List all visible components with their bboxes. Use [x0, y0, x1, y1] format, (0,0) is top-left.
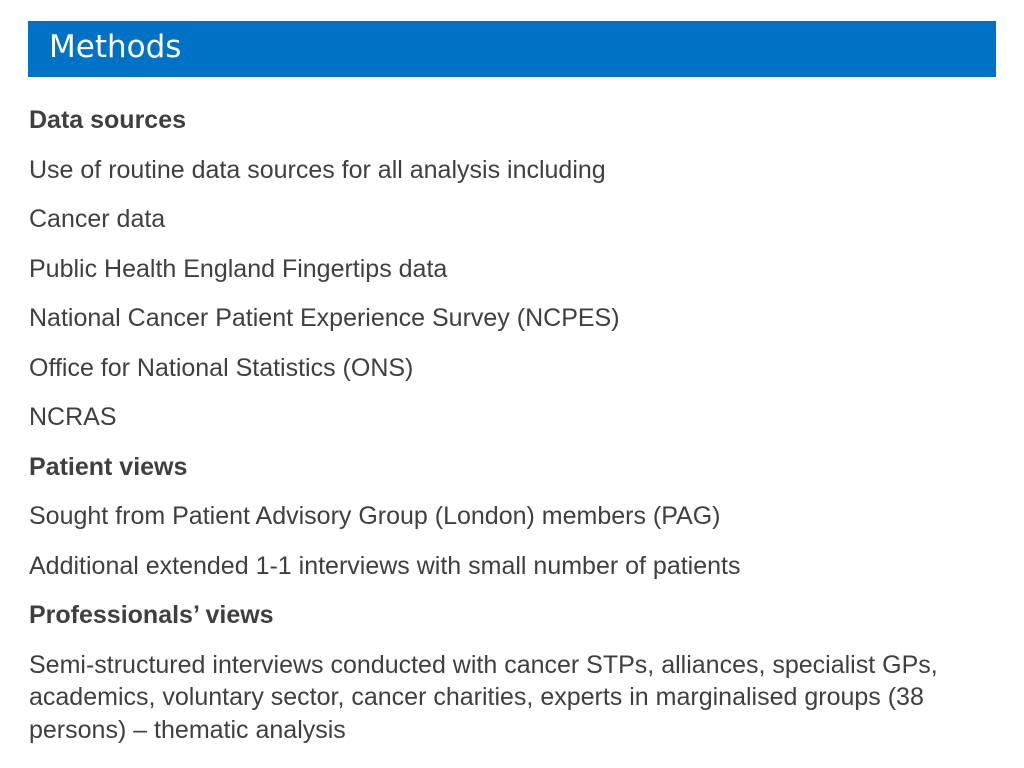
page-title: Methods — [49, 29, 182, 65]
slide-content — [29, 104, 969, 763]
text-interviews-patients: Additional extended 1-1 interviews with small number of patients — [29, 551, 741, 580]
heading-patient-views: Patient views — [29, 452, 188, 481]
text-pag: Sought from Patient Advisory Group (London) members (PAG) — [29, 502, 721, 530]
heading-professionals-views: Professionals’ views — [29, 601, 274, 629]
text-routine-data-sources: Use of routine data sources for all analysis including — [29, 155, 606, 184]
item-cancer-data: Cancer data — [29, 205, 166, 233]
item-ons: Office for National Statistics (ONS) — [29, 353, 414, 382]
item-ncpes: National Cancer Patient Experience Survey (NCPES) — [29, 304, 620, 332]
heading-data-sources: Data sources — [29, 106, 187, 134]
text-semi-structured-interviews: Semi-structured interviews conducted with cancer STPs, alliances, specialist GPs, academics, voluntary sector, cancer charities, experts in marginalised groups (38 persons) – thematic analysis — [29, 650, 938, 744]
item-ncras: NCRAS — [29, 403, 117, 431]
title-bar — [28, 21, 996, 77]
item-phe-fingertips: Public Health England Fingertips data — [29, 254, 448, 283]
